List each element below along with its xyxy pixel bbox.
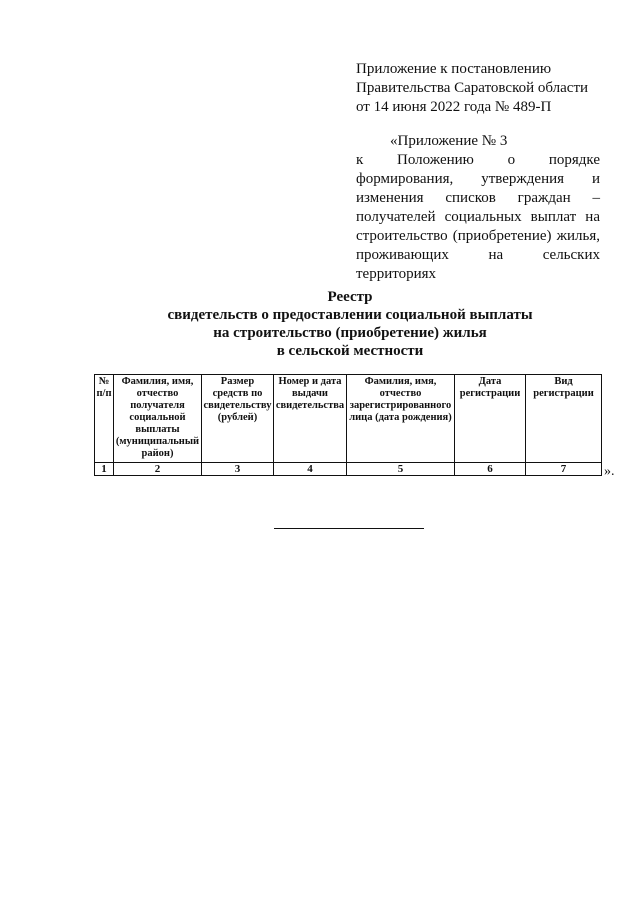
title-line-4: в сельской местности [276, 343, 424, 359]
column-number-cell: 2 [114, 463, 202, 476]
header-cell: Номер и дата выдачи свидетельства [274, 375, 347, 463]
column-number-cell: 1 [95, 463, 114, 476]
column-number-cell: 3 [202, 463, 274, 476]
appendix-3-heading: «Приложение № 3 [390, 133, 508, 149]
header-cell: Вид регистрации [526, 375, 602, 463]
header-cell: Фамилия, имя, отчество зарегистрированного лица (дата рождения) [347, 375, 455, 463]
header-cell: Дата регистрации [455, 375, 526, 463]
closing-quote: ». [604, 464, 615, 479]
title-line-3: на строительство (приобретение) жилья [213, 325, 487, 341]
header-cell: № п/п [95, 375, 114, 463]
appendix-line-3: от 14 июня 2022 года № 489-П [356, 99, 552, 115]
table-row [95, 463, 602, 476]
column-number-cell: 7 [526, 463, 602, 476]
appendix-line-1: Приложение к постановлению [356, 61, 552, 77]
registry-table [94, 374, 602, 476]
title-line-2: свидетельств о предоставлении социальной выплаты [167, 307, 533, 323]
title-line-1: Реестр [327, 289, 373, 305]
header-cell: Фамилия, имя, отчество получателя социальной выплаты (муниципальный район) [114, 375, 202, 463]
appendix-line-2: Правительства Саратовской области [356, 80, 589, 96]
separator-line [274, 528, 424, 529]
column-number-cell: 6 [455, 463, 526, 476]
column-number-cell: 4 [274, 463, 347, 476]
column-number-cell: 5 [347, 463, 455, 476]
table-header-row [95, 375, 602, 463]
appendix-block [356, 60, 606, 117]
appendix-3-body: к Положению о порядке формирования, утверждения и изменения списков граждан – получателей социальных выплат на строительство (приобретение) жилья, проживающих на сельских территориях [356, 152, 600, 282]
document-title [100, 288, 600, 360]
header-cell: Размер средств по свидетельству (рублей) [202, 375, 274, 463]
appendix-3-block [356, 132, 600, 284]
